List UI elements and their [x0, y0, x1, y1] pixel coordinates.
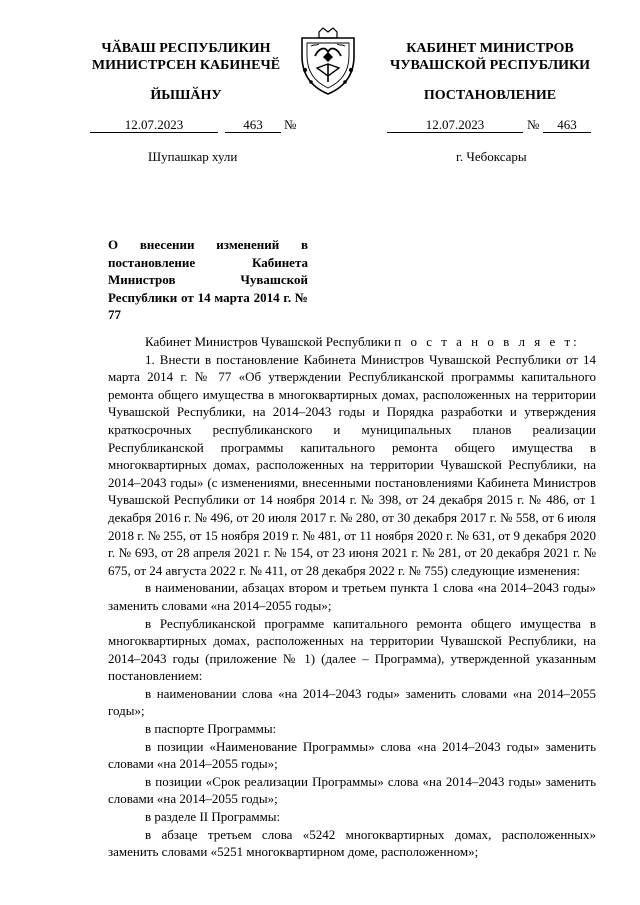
header-left-line1: ЧӐВАШ РЕСПУБЛИКИН: [101, 41, 271, 56]
header-right-line2: ЧУВАШСКОЙ РЕСПУБЛИКИ: [389, 58, 591, 73]
intro-verb: п о с т а н о в л я е т:: [394, 334, 580, 349]
place-left: Шупашкар хули: [148, 149, 238, 164]
intro-lead: Кабинет Министров Чувашской Республики: [145, 334, 391, 349]
coat-of-arms-icon: [297, 26, 359, 98]
left-number-sign: №: [284, 117, 297, 132]
body-paragraph: 1. Внести в постановление Кабинета Министров Чувашской Республики от 14 марта 2014 г. № 77 «Об утверждении Республиканской программы капитального ремонта общего имущества в многоквартирных домах, расположенных на территории Чувашской Республики, на 2014–2043 годы и Порядка разработки и утверждения краткосрочных республиканского и муниципальных планов реализации Республиканской программы капитального ремонта общего имущества в многоквартирных домах, расположенных на территории Чувашской Республики, на 2014–2043 годы» (с изменениями, внесенными постановлениями Кабинета Министров Чувашской Республики от 14 ноября 2014 г. № 398, от 24 декабря 2015 г. № 486, от 1 декабря 2016 г. № 496, от 20 июля 2017 г. № 280, от 30 декабря 2017 г. № 558, от 6 июля 2018 г. № 255, от 15 ноября 2019 г. № 481, от 11 ноября 2020 г. № 631, от 9 декабря 2020 г. № 693, от 28 апреля 2021 г. № 154, от 23 июня 2021 г. № 281, от 20 декабря 2021 г. № 675, от 24 августа 2022 г. № 411, от 28 декабря 2022 г. № 755) следующие изменения:: [108, 351, 596, 578]
body-paragraph: в паспорте Программы:: [145, 721, 277, 737]
left-number: 463: [225, 118, 281, 133]
header-left-org: [82, 40, 290, 74]
body-paragraph: в наименовании слова «на 2014–2043 годы» заменить словами «на 2014–2055 годы»;: [108, 685, 596, 719]
body-paragraph: в позиции «Наименование Программы» слова «на 2014–2043 годы» заменить словами «на 2014–2055 годы»;: [108, 738, 596, 772]
body-paragraph: в наименовании, абзацах втором и третьем пункта 1 слова «на 2014–2043 годы» заменить словами «на 2014–2055 годы»;: [108, 580, 596, 613]
right-number-sign: №: [527, 117, 540, 132]
place-right: г. Чебоксары: [456, 149, 527, 164]
registration-line: [0, 118, 640, 134]
header-right-org: [380, 40, 600, 74]
body-paragraph: в Республиканской программе капитального ремонта общего имущества в многоквартирных домах, расположенных на территории Чувашской Республики, на 2014–2043 годы (приложение № 1) (далее – Программа), утвержденной указанным постановлением:: [108, 615, 596, 684]
body-paragraph: в разделе II Программы:: [145, 809, 281, 825]
body-paragraph: в позиции «Срок реализации Программы» слова «на 2014–2043 годы» заменить словами «на 2014–2055 годы»;: [108, 773, 596, 807]
document-subject: О внесении изменений в постановление Кабинета Министров Чувашской Республики от 14 марта 2014 г. № 77: [108, 237, 308, 322]
left-date: 12.07.2023: [90, 118, 218, 133]
body-intro: [108, 333, 596, 351]
document-body: [108, 333, 596, 861]
body-paragraph: в абзаце третьем слова «5242 многоквартирных домах, расположенных» заменить словами «5251 многоквартирном доме, расположенном»;: [108, 826, 596, 860]
header-left-doc-type: ЙЫШӐНУ: [150, 88, 222, 103]
header-left-line2: МИНИСТРСЕН КАБИНЕЧӖ: [91, 58, 281, 73]
header-right-line1: КАБИНЕТ МИНИСТРОВ: [406, 41, 574, 56]
right-number: 463: [543, 118, 591, 133]
header-right-doc-type: ПОСТАНОВЛЕНИЕ: [423, 88, 557, 103]
right-date: 12.07.2023: [387, 118, 523, 133]
